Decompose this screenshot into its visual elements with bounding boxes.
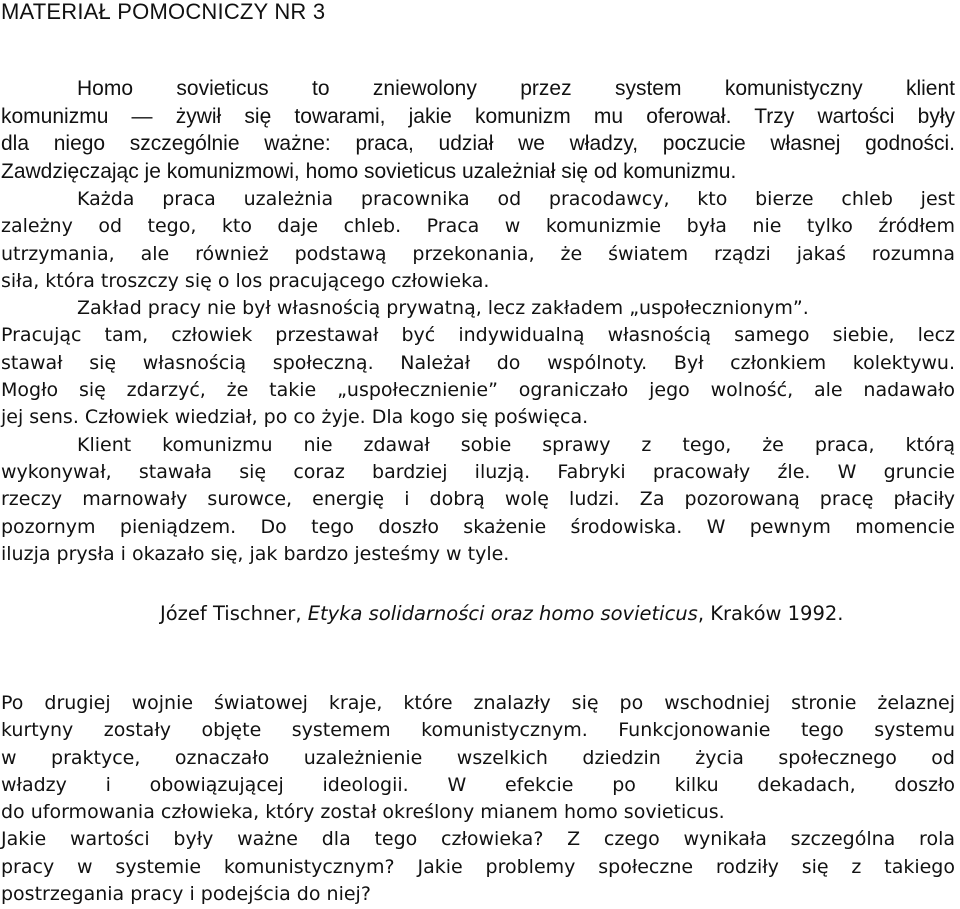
citation-title: Etyka solidarności oraz homo sovieticus <box>307 602 698 625</box>
text-line: władzy i obowiązującej ideologii. W efekcie po kilku dekadach, doszło <box>1 773 955 796</box>
text-line: utrzymania, ale również podstawą przekonania, że światem rządzi jakaś rozumna <box>1 242 955 265</box>
text-line: Mogło się zdarzyć, że takie „uspołecznienie” ograniczało jego wolność, ale nadawało <box>1 379 955 402</box>
text-line: rzeczy marnowały surowce, energię i dobrą wolę ludzi. Za pozorowaną pracę płaciły <box>1 488 955 511</box>
text-line: siła, która troszczy się o los pracującego człowieka. <box>1 269 490 292</box>
text-line: dla niego szczególnie ważne: praca, udział we władzy, poczucie własnej godności. <box>1 132 955 155</box>
text-line: pracy w systemie komunistycznym? Jakie problemy społeczne rodziły się z takiego <box>1 855 955 878</box>
text-line: Każda praca uzależnia pracownika od pracodawcy, kto bierze chleb jest <box>77 188 955 210</box>
citation-place: , Kraków 1992. <box>697 602 844 625</box>
text-line: iluzja prysła i okazało się, jak bardzo jesteśmy w tyle. <box>1 542 510 565</box>
citation-author: Józef Tischner, <box>160 602 308 625</box>
text-line: Po drugiej wojnie światowej kraje, które znalazły się po wschodniej stronie żelaznej <box>1 692 955 714</box>
text-line: zależny od tego, kto daje chleb. Praca w komunizmie była nie tylko źródłem <box>1 215 955 238</box>
source-citation <box>160 600 843 628</box>
text-line: Jakie wartości były ważne dla tego człowieka? Z czego wynikała szczególna rola <box>1 828 955 851</box>
text-line: Zakład pracy nie był własnością prywatną, lecz zakładem „uspołecznionym”. <box>77 297 809 320</box>
text-line: Zawdzięczając je komunizmowi, homo sovieticus uzależniał się od komunizmu. <box>1 159 737 183</box>
task-paragraph <box>1 690 955 908</box>
text-line: stawał się własnością społeczną. Należał do wspólnoty. Był członkiem kolektywu. <box>1 351 955 374</box>
text-line: Klient komunizmu nie zdawał sobie sprawy z tego, że praca, którą <box>77 433 955 456</box>
text-line: Homo sovieticus to zniewolony przez system komunistyczny klient <box>77 77 955 100</box>
text-line: jej sens. Człowiek wiedział, po co żyje. Dla kogo się poświęca. <box>1 406 589 429</box>
text-line: komunizmu — żywił się towarami, jakie komunizm mu oferował. Trzy wartości były <box>1 104 955 128</box>
text-line: kurtyny zostały objęte systemem komunistycznym. Funkcjonowanie tego systemu <box>1 719 955 742</box>
text-line: postrzegania pracy i podejścia do niej? <box>1 883 371 906</box>
text-line: Pracując tam, człowiek przestawał być indywidualną własnością samego siebie, lecz <box>1 324 955 347</box>
passage-intro <box>1 75 955 185</box>
passage-body <box>1 186 955 568</box>
text-line: wykonywał, stawała się coraz bardziej iluzją. Fabryki pracowały źle. W gruncie <box>1 460 955 483</box>
text-line: pozornym pieniądzem. Do tego doszło skażenie środowiska. W pewnym momencie <box>1 515 955 538</box>
text-line: w praktyce, oznaczało uzależnienie wszelkich dziedzin życia społecznego od <box>1 746 955 769</box>
text-line: do uformowania człowieka, który został określony mianem homo sovieticus. <box>1 801 725 824</box>
page-title: MATERIAŁ POMOCNICZY NR 3 <box>1 0 326 24</box>
